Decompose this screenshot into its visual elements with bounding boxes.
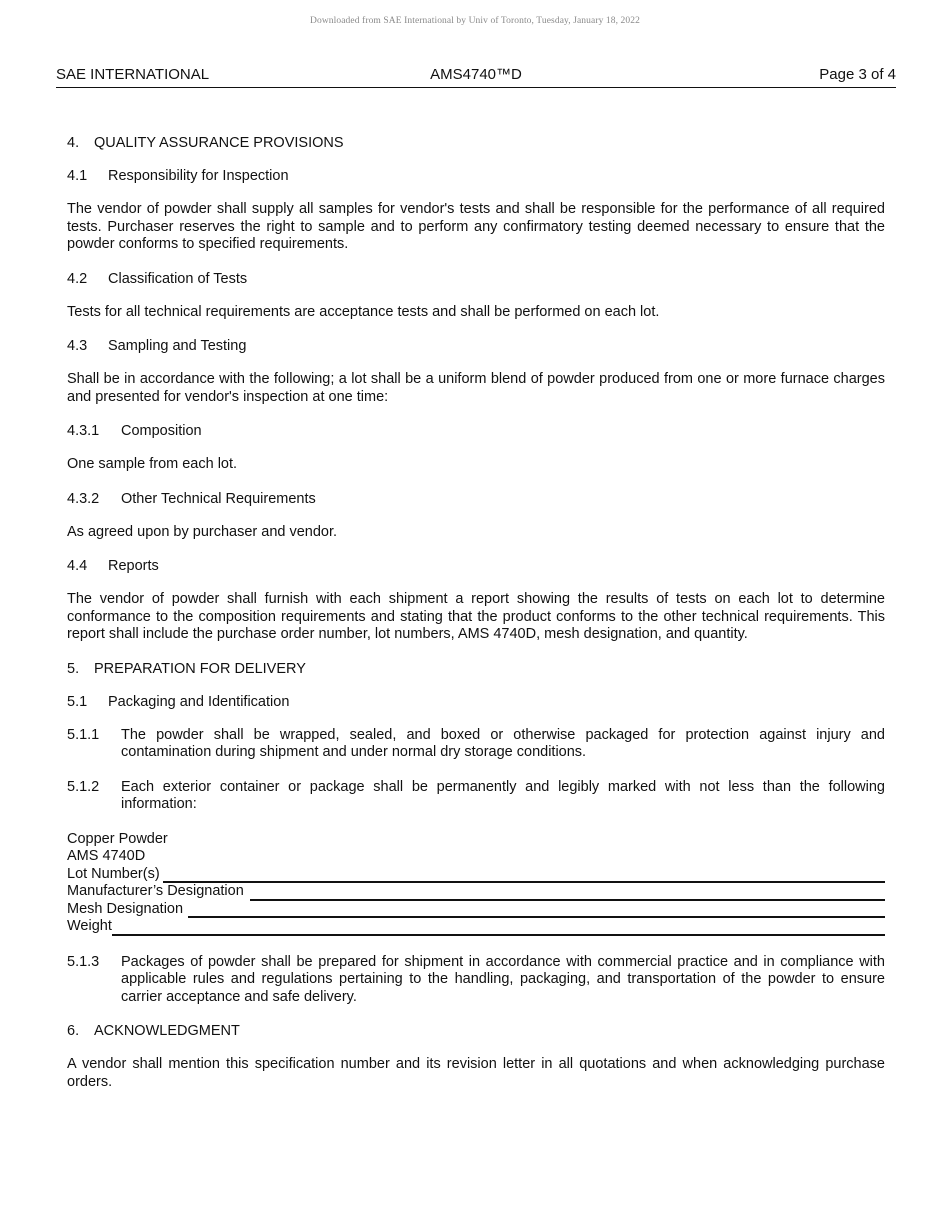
section-4-1-heading — [67, 168, 885, 184]
section-4-3-2-heading — [67, 491, 885, 507]
header-spec-number: AMS4740™D — [430, 66, 522, 83]
section-number: 4.4 — [67, 558, 88, 574]
section-title: Composition — [121, 423, 202, 439]
section-4-3-text: Shall be in accordance with the following; a lot shall be a uniform blend of powder produced from one or more furnace charges and presented for vendor's inspection at one time: — [67, 371, 885, 405]
section-5-1-1 — [67, 727, 885, 762]
section-4-3-heading — [67, 338, 885, 354]
section-6-text: A vendor shall mention this specification number and its revision letter in all quotations and when acknowledging purchase orders. — [67, 1056, 885, 1090]
marking-product-name: Copper Powder — [67, 830, 168, 847]
section-text: Each exterior container or package shall be permanently and legibly marked with not less than the following information: — [121, 778, 885, 812]
section-number: 4.1 — [67, 168, 88, 184]
section-title: QUALITY ASSURANCE PROVISIONS — [94, 135, 344, 151]
package-marking-block — [67, 831, 885, 936]
document-body — [67, 135, 885, 1108]
section-number: 6. — [67, 1023, 80, 1039]
section-number: 4.3.2 — [67, 490, 100, 507]
marking-spec-number: AMS 4740D — [67, 848, 146, 864]
section-4-3-1-heading — [67, 423, 885, 439]
section-title: Reports — [108, 558, 159, 574]
header-page-number: Page 3 of 4 — [819, 66, 896, 83]
section-4-3-2-text: As agreed upon by purchaser and vendor. — [67, 523, 338, 540]
section-title: Classification of Tests — [108, 270, 248, 287]
section-title: Other Technical Requirements — [121, 490, 316, 507]
download-watermark: Downloaded from SAE International by Univ of Toronto, Tuesday, January 18, 2022 — [310, 16, 640, 26]
section-text: The powder shall be wrapped, sealed, and boxed or otherwise packaged for protection against injury and contamination during shipment and under normal dry storage conditions. — [121, 726, 885, 760]
marking-label: Mesh Designation — [67, 900, 184, 917]
section-title: PREPARATION FOR DELIVERY — [94, 660, 306, 677]
section-number: 4.2 — [67, 270, 88, 287]
marking-label: Weight — [67, 918, 112, 934]
section-title: Packaging and Identification — [108, 693, 290, 710]
section-5-1-2 — [67, 779, 885, 814]
section-number: 5. — [67, 660, 80, 677]
fill-in-rule — [250, 887, 885, 901]
section-5-heading — [67, 661, 885, 677]
section-title: Sampling and Testing — [108, 338, 247, 354]
section-number: 4. — [67, 135, 80, 151]
marking-label: Lot Number(s) — [67, 865, 160, 882]
section-title: Responsibility for Inspection — [108, 168, 289, 184]
section-4-1-text: The vendor of powder shall supply all samples for vendor's tests and shall be responsible for the performance of all required tests. Purchaser reserves the right to sample and to perform any confirmatory testing deemed necessary to ensure that the powder conforms to specified requirements. — [67, 201, 885, 252]
section-number: 5.1.1 — [67, 726, 100, 743]
fill-in-rule — [163, 869, 885, 883]
section-4-heading — [67, 135, 885, 151]
section-5-1-3 — [67, 954, 885, 1007]
header-org: SAE INTERNATIONAL — [56, 66, 210, 83]
section-6-heading — [67, 1023, 885, 1039]
section-4-4-heading — [67, 558, 885, 574]
section-4-2-heading — [67, 271, 885, 287]
marking-lot-number-line — [67, 866, 885, 884]
marking-weight-line — [67, 918, 885, 936]
section-number: 5.1 — [67, 693, 88, 710]
section-4-4-text: The vendor of powder shall furnish with each shipment a report showing the results of tests on each lot to determine conformance to the composition requirements and stating that the product conforms to the other technical requirements. This report shall include the purchase order number, lot numbers, AMS 4740D, mesh designation, and quantity. — [67, 591, 885, 642]
fill-in-rule — [188, 904, 885, 918]
section-title: ACKNOWLEDGMENT — [94, 1023, 240, 1039]
section-number: 5.1.3 — [67, 953, 100, 970]
section-4-3-1-text: One sample from each lot. — [67, 456, 238, 472]
section-number: 4.3.1 — [67, 423, 100, 439]
section-text: Packages of powder shall be prepared for shipment in accordance with commercial practice and in compliance with applicable rules and regulations pertaining to the handling, packaging, and transportation of the powder to ensure carrier acceptance and safe delivery. — [121, 953, 885, 1005]
fill-in-rule — [112, 922, 885, 936]
marking-mesh-line — [67, 901, 885, 919]
section-number: 5.1.2 — [67, 778, 100, 795]
running-header — [56, 66, 896, 88]
marking-label: Manufacturer’s Designation — [67, 883, 244, 899]
marking-manufacturer-line — [67, 883, 885, 901]
section-4-2-text: Tests for all technical requirements are acceptance tests and shall be performed on each lot. — [67, 303, 660, 320]
section-number: 4.3 — [67, 338, 88, 354]
section-5-1-heading — [67, 694, 885, 710]
